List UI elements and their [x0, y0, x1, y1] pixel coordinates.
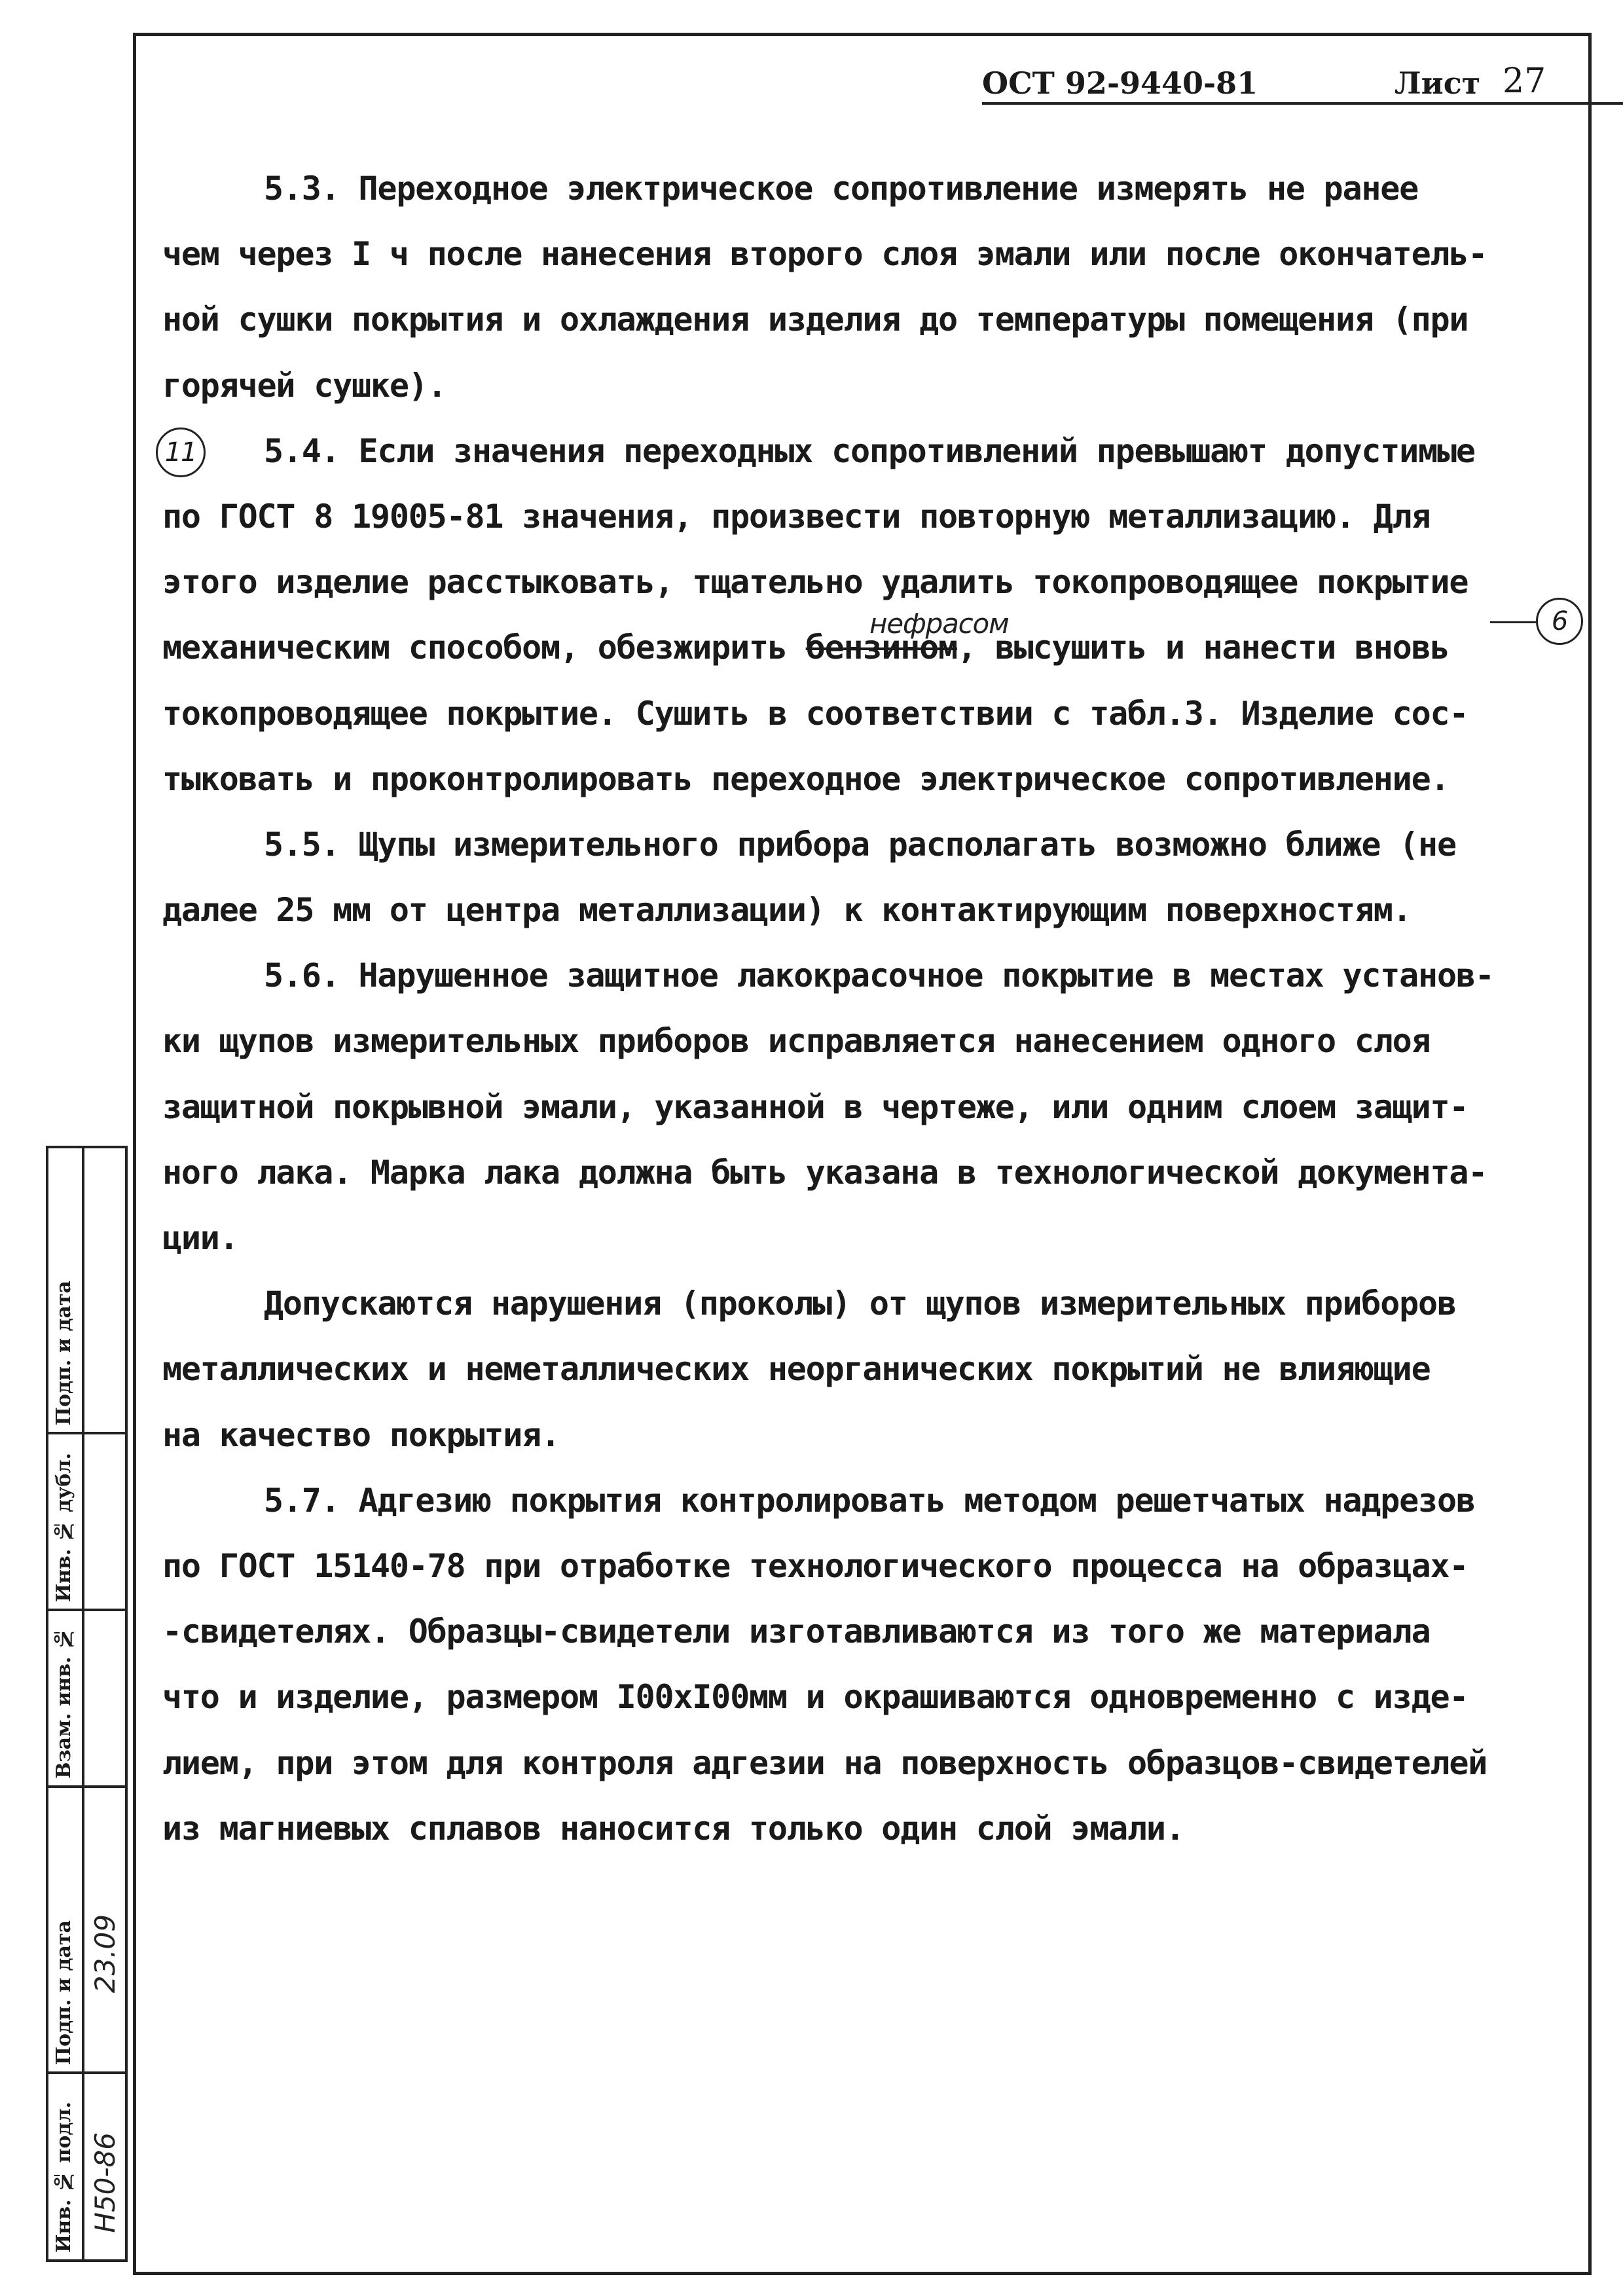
text-span: , высушить и нанести вновь — [957, 629, 1450, 667]
stamp-label: Инв. № подл. — [52, 2101, 75, 2253]
stamp-handwritten-date: 23.09 — [89, 1914, 121, 1993]
stamp-cell-duplicate-inventory — [48, 1434, 125, 1611]
header-underline — [982, 102, 1623, 105]
text-line: токопроводящее покрытие. Сушить в соответствии с табл.3. Изделие сос- — [162, 694, 1468, 733]
text-line: металлических и неметаллических неорганических покрытий не влияющие — [162, 1350, 1431, 1389]
handwritten-correction: нефрасом — [869, 608, 1009, 640]
text-line: чем через I ч после нанесения второго слоя эмали или после окончатель- — [162, 235, 1487, 274]
text-line: 5.7. Адгезию покрытия контролировать методом решетчатых надрезов — [264, 1481, 1475, 1520]
stamp-label: Подп. и дата — [52, 1920, 75, 2065]
text-line: лием, при этом для контроля адгезии на поверхность образцов-свидетелей — [162, 1743, 1487, 1782]
text-line: 5.3. Переходное электрическое сопротивление измерять не ранее — [264, 170, 1419, 208]
text-line: ного лака. Марка лака должна быть указана в технологической документа- — [162, 1153, 1487, 1192]
stamp-cell-original-inventory — [48, 2074, 125, 2259]
text-line: 5.6. Нарушенное защитное лакокрасочное покрытие в местах установ- — [264, 957, 1494, 995]
stamp-label: Инв. № дубл. — [52, 1452, 75, 1602]
text-line — [162, 418, 1573, 484]
document-body — [162, 156, 1573, 1861]
text-span: механическим способом, обезжирить — [162, 629, 806, 667]
stamp-label: Подп. и дата — [52, 1280, 75, 1425]
text-line: горячей сушке). — [162, 366, 447, 405]
text-line: этого изделие расстыковать, тщательно удалить токопроводящее покрытие — [162, 563, 1468, 602]
sheet-label: Лист — [1395, 65, 1481, 101]
struck-word: бензином — [805, 629, 957, 667]
text-line — [162, 606, 1573, 680]
text-line: Допускаются нарушения (проколы) от щупов измерительных приборов — [264, 1285, 1456, 1323]
text-line: ции. — [162, 1219, 238, 1257]
text-line: из магниевых сплавов наносится только один слой эмали. — [162, 1809, 1184, 1848]
text-line: далее 25 мм от центра металлизации) к контактирующим поверхностям. — [162, 891, 1412, 930]
stamp-label: Взам. инв. № — [52, 1627, 75, 1779]
correction-leader-line — [1490, 621, 1536, 623]
text-line: что и изделие, размером I00xI00мм и окрашиваются одновременно с изде- — [162, 1678, 1468, 1717]
text-line: тыковать и проконтролировать переходное электрическое сопротивление. — [162, 759, 1450, 798]
stamp-cell-signature-date — [48, 1148, 125, 1434]
correction-mark: 6 — [1536, 598, 1583, 645]
side-stamp — [46, 1146, 128, 2262]
stamp-cell-signature-date-2 — [48, 1788, 125, 2074]
sheet-number: 27 — [1503, 62, 1546, 101]
text-line: -свидетелях. Образцы-свидетели изготавливаются из того же материала — [162, 1613, 1431, 1651]
text-line: 5.5. Щупы измерительного прибора располагать возможно ближе (не — [264, 825, 1456, 864]
text-line: по ГОСТ 8 19005-81 значения, произвести повторную металлизацию. Для — [162, 497, 1431, 536]
document-code: ОСТ 92-9440-81 — [982, 65, 1258, 101]
text-line: ной сушки покрытия и охлаждения изделия до температуры помещения (при — [162, 301, 1468, 339]
text-line: ки щупов измерительных приборов исправляется нанесением одного слоя — [162, 1022, 1431, 1061]
text-span: 5.4. Если значения переходных сопротивлений превышают допустимые — [264, 431, 1475, 470]
document-header — [982, 62, 1552, 105]
text-line: на качество покрытия. — [162, 1415, 560, 1454]
stamp-cell-replacement-inventory — [48, 1611, 125, 1788]
margin-revision-mark: 11 — [156, 428, 206, 477]
stamp-handwritten-inventory: Н50-86 — [89, 2132, 121, 2233]
text-line: защитной покрывной эмали, указанной в чертеже, или одним слоем защит- — [162, 1087, 1468, 1126]
text-line: по ГОСТ 15140-78 при отработке технологического процесса на образцах- — [162, 1546, 1468, 1585]
